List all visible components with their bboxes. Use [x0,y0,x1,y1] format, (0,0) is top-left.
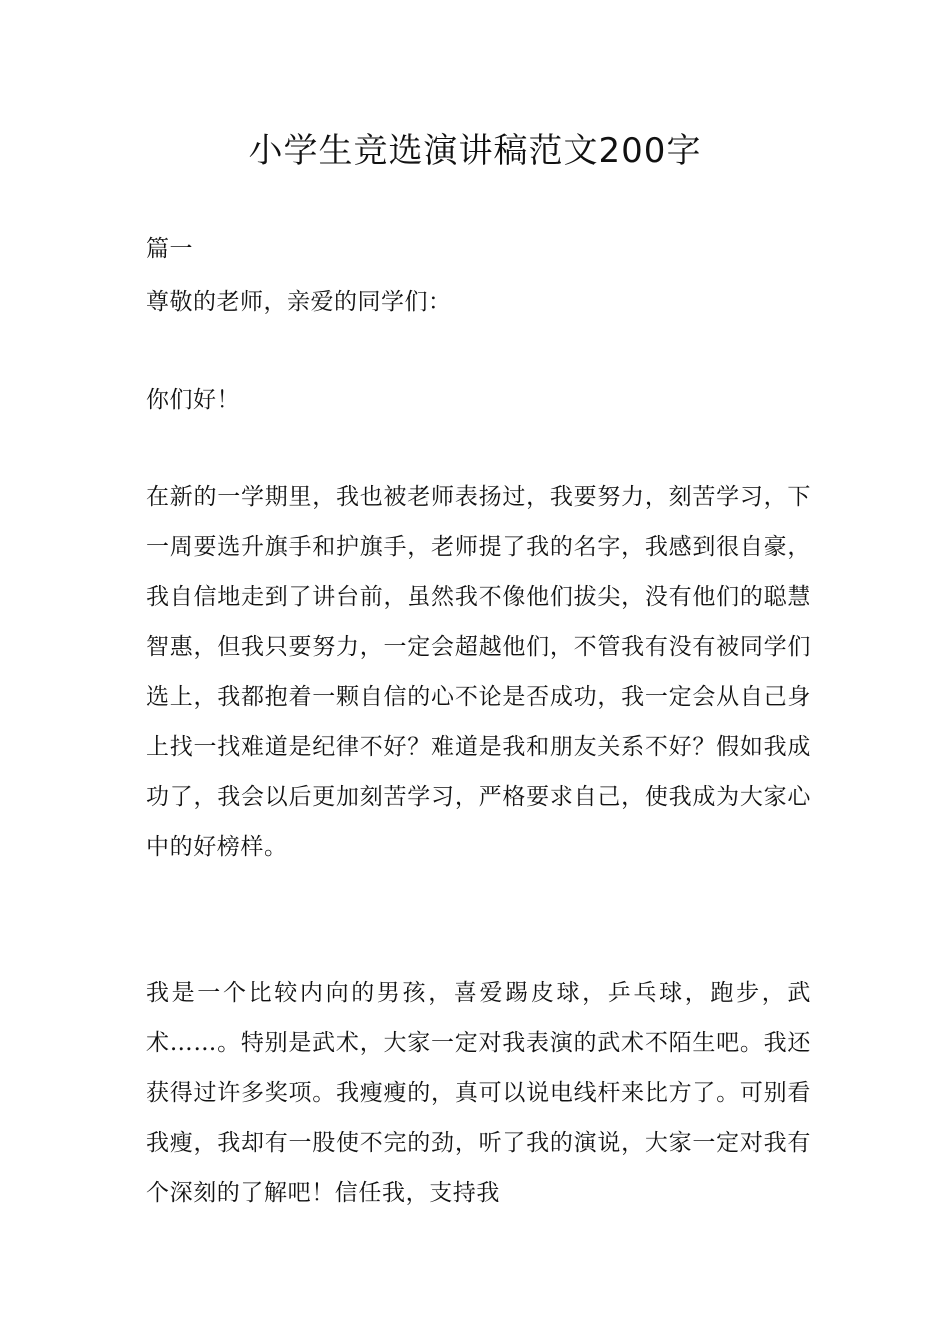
body-paragraph-1: 在新的一学期里，我也被老师表扬过，我要努力，刻苦学习，下一周要选升旗手和护旗手，老师提了我的名字，我感到很自豪，我自信地走到了讲台前，虽然我不像他们拔尖，没有他们的聪慧智惠，但我只要努力，一定会超越他们，不管我有没有被同学们选上，我都抱着一颗自信的心不论是否成功，我一定会从自己身上找一找难道是纪律不好？难道是我和朋友关系不好？假如我成功了，我会以后更加刻苦学习，严格要求自己，使我成为大家心中的好榜样。 [146,484,811,860]
greeting: 你们好！ [146,387,240,413]
body-paragraph-2: 我是一个比较内向的男孩，喜爱踢皮球，乒乓球，跑步，武术……。特别是武术，大家一定对我表演的武术不陌生吧。我还获得过许多奖项。我瘦瘦的，真可以说电线杆来比方了。可别看我瘦，我却有一股使不完的劲，听了我的演说，大家一定对我有个深刻的了解吧！信任我，支持我 [146,980,811,1206]
section-label: 篇一 [146,236,193,262]
salutation: 尊敬的老师，亲爱的同学们： [146,289,452,315]
document-title: 小学生竞选演讲稿范文200字 [248,131,702,171]
